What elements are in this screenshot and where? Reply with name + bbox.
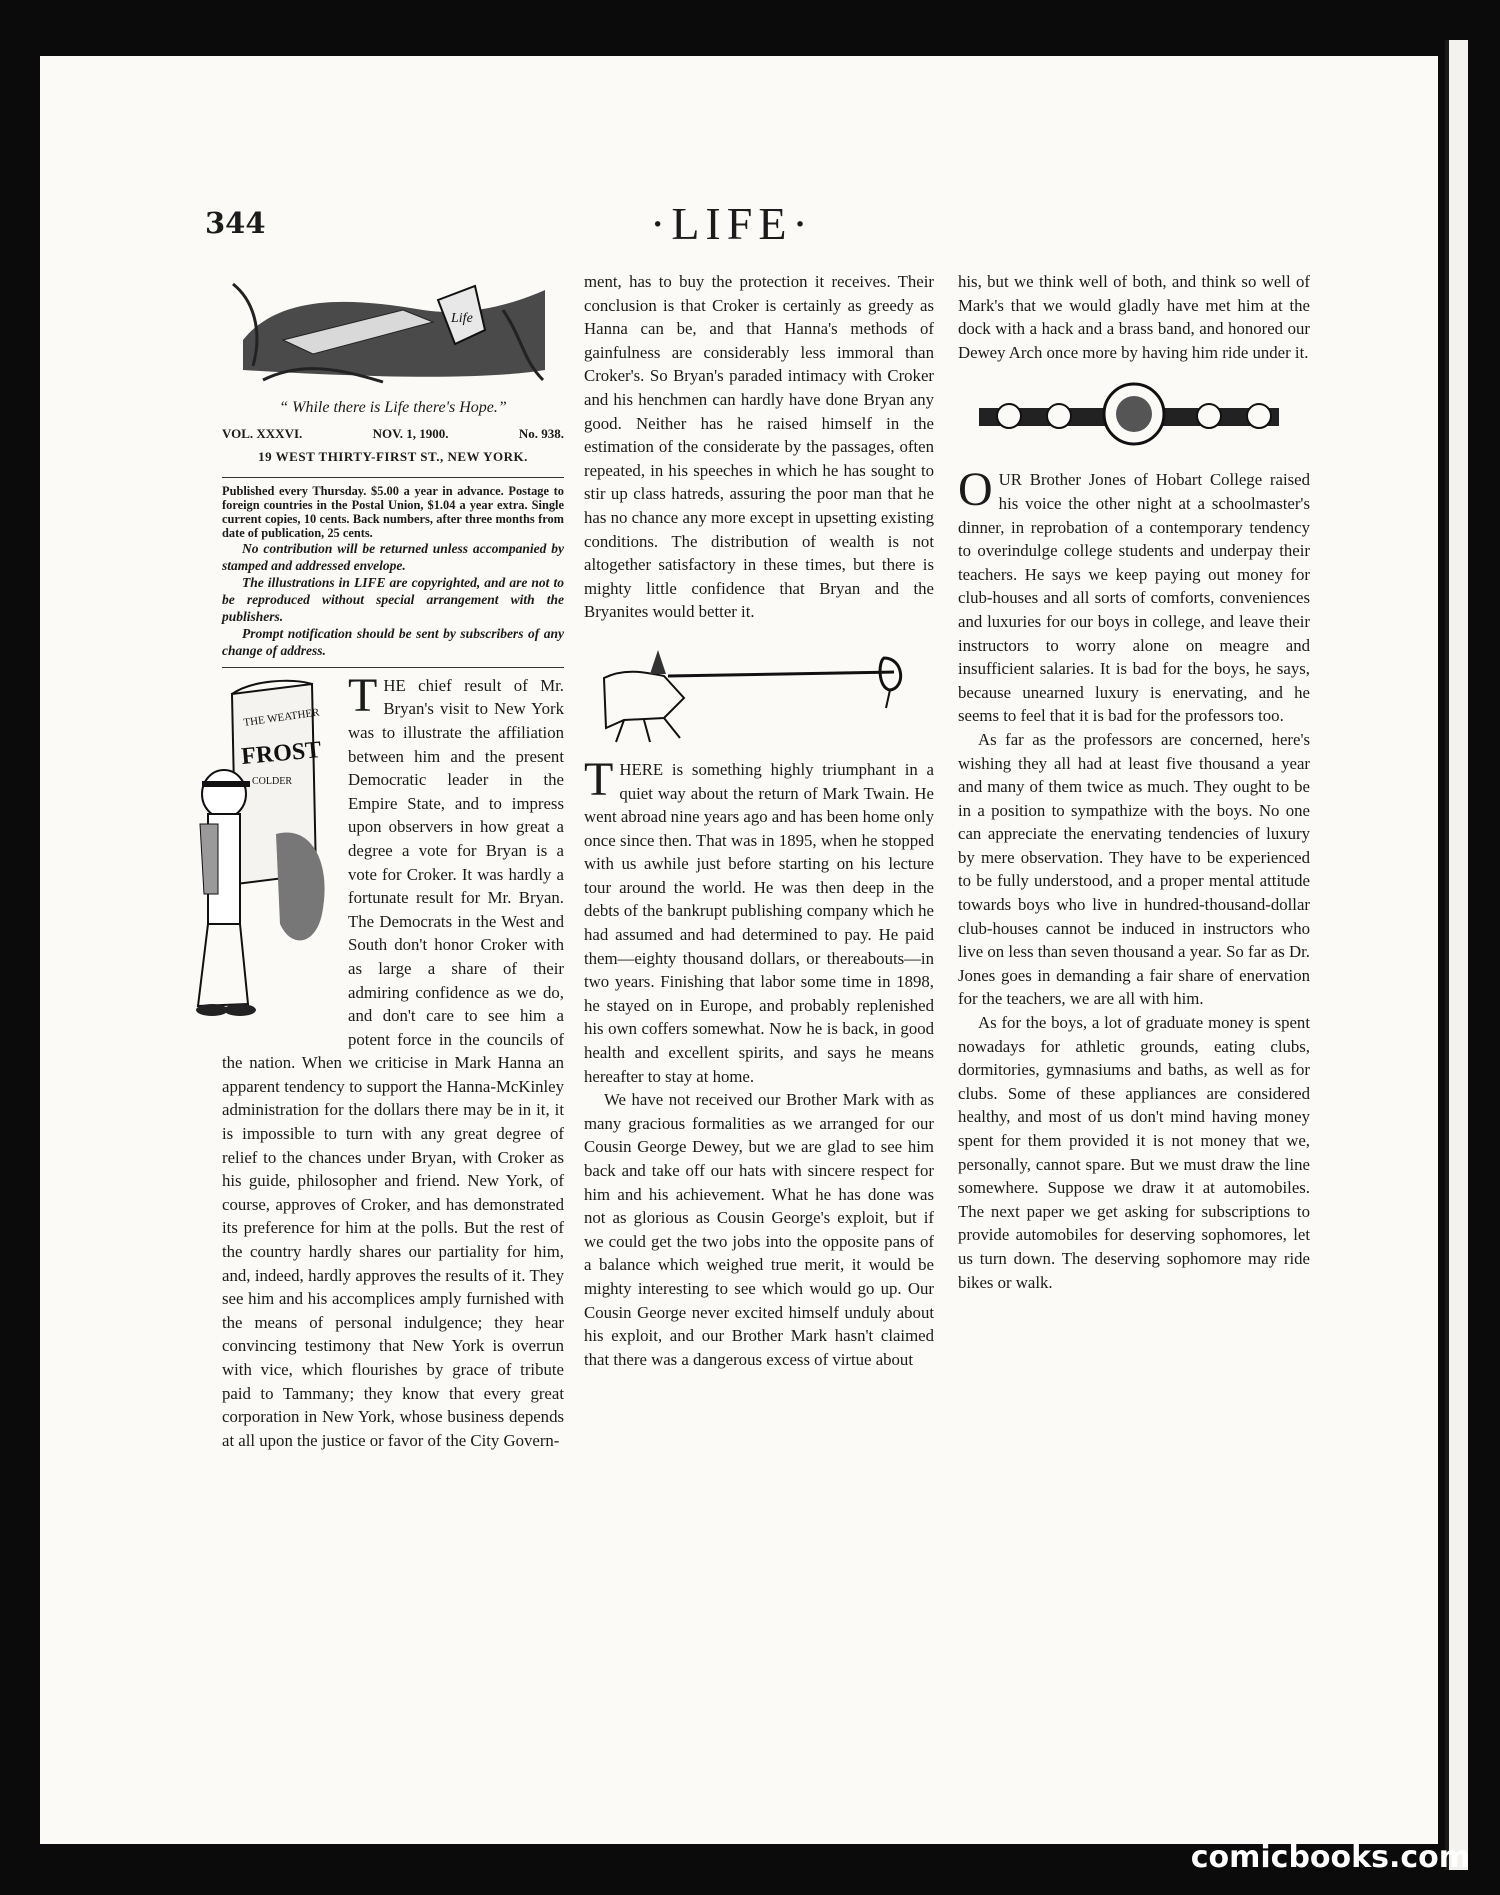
article-bryan-continued: ment, has to buy the protection it receives. Their conclusion is that Croker is certainly as greedy as Hanna can be, and that Hanna's methods of gainfulness are considerably less immoral than Croker's. So Bryan's paraded intimacy with Croker and his henchmen can hardly have done Bryan any good. Neither has he raised himself in the estimation of the considerate by the passages, often repeated, in his speeches in which he has sought to stir up class hatreds, assuring the poor man that he has no chance any more except in upsetting existing conditions. The distribution of wealth is not altogether satisfactory in these times, but there is mighty little confidence that Bryan and the Bryanites would better it.: [584, 272, 934, 622]
page-number: 344: [205, 206, 266, 240]
article-mark-twain: [584, 752, 934, 1088]
notice-address-change: Prompt notification should be sent by subscribers of any change of address.: [222, 625, 564, 658]
faces-banner-illustration: [969, 378, 1299, 458]
dropcap: T: [348, 668, 378, 722]
watermark: comicbooks.com: [1190, 1840, 1470, 1875]
notice-copyright: The illustrations in LIFE are copyrighted, and are not to be reproduced without special arrangement with the publishers.: [222, 574, 564, 624]
publisher-address: 19 WEST THIRTY-FIRST ST., NEW YORK.: [258, 449, 528, 465]
column-2: [584, 270, 934, 1371]
dropcap: T: [584, 752, 614, 806]
weather-sign-cartoon: [192, 674, 340, 1024]
magazine-title: ·LIFE·: [650, 198, 814, 249]
subscription-info: Published every Thursday. $5.00 a year in advance. Postage to foreign countries in the Postal Union, $1.04 a year extra. Single current copies, 10 cents. Back numbers, after three months from date of publication, 25 cents.: [222, 483, 564, 540]
sign-text-frost: FROST: [240, 736, 323, 770]
notice-contributions: No contribution will be returned unless accompanied by stamped and addressed envelope.: [222, 540, 564, 573]
column-3: [958, 270, 1310, 1294]
scan-border: [1468, 40, 1500, 1870]
article-hobart-college: [958, 463, 1310, 728]
dropcap: O: [958, 463, 993, 517]
column-1: [222, 270, 564, 1452]
sign-text-weather: THE WEATHER: [242, 706, 321, 729]
article-twain-continued: his, but we think well of both, and think so well of Mark's that we would gladly have met him at the dock with a hack and a brass band, and honored our Dewey Arch once more by having him ride under it.: [958, 272, 1310, 362]
svg-text:Life: Life: [451, 311, 473, 326]
divider: [222, 667, 564, 668]
article-hobart-para-2: As far as the professors are concerned, here's wishing they all had at least five thousand a year and many of them twice as much. They ought to be in a position to sympathize with the boys. No one can appreciate the enervating tendencies of luxury by mere observation. They have to be experienced to be fully understood, and a proper mental attitude towards boys who live in hundred-thousand-dollar club-houses cannot be induced in instructors who live on less than seven thousand a year. So far as Dr. Jones goes in demanding a fair share of enervation for the teachers, we are all with him.: [958, 729, 1310, 1009]
masthead-motto: “ While there is Life there's Hope.”: [279, 399, 507, 416]
article-twain-para-2: We have not received our Brother Mark with as many gracious formalities as we arranged for our Cousin George Dewey, but we are glad to see him back and take off our hats with sincere respect for him and his achievement. What he has done was not as glorious as Cousin George's exploit, but if we could get the two jobs into the opposite pans of a balance which weighed true merit, it would be mighty interesting to see which would go up. Our Cousin George never excited himself unduly about his exploit, and our Brother Mark hasn't claimed that there was a dangerous excess of virtue about: [584, 1090, 934, 1369]
knight-horse-illustration: [594, 638, 924, 748]
article-bryan-text: HE chief result of Mr. Bryan's visit to New York was to illustrate the affiliation between him and the present Democratic leader in the Empire State, and to impress upon observers in how great a degree a vote for Bryan is a vote for Croker. It was hardly a fortunate result for Mr. Bryan. The Democrats in the West and South don't honor Croker with as large a share of their admiring confidence as we do, and don't care to see him a potent force in the councils of the nation. When we criticise in Mark Hanna an apparent tendency to support the Hanna-McKinley administration for the dollars there may be in it, it is impossible to turn with any great degree of relief to the chances under Bryan, with Croker as his guide, philosopher and friend. New York, of course, approves of Croker, and has demonstrated its preference for him at the polls. But the rest of the country hardly shares our partiality for him, and, indeed, hardly approves the results of it. They see him and his accomplices amply furnished with the means of personal indulgence; they hear convincing testimony that New York is overrun with vice, which flourishes by grace of tribute paid to Tammany; they know that every great corporation in New York, whose business depends at all upon the justice or favor of the City Govern-: [222, 675, 564, 1450]
masthead-illustration: [223, 270, 563, 390]
article-twain-text: HERE is something highly triumphant in a quiet way about the return of Mark Twain. He went abroad nine years ago and has been home only once since then. That was in 1895, when he stopped with us awhile just before starting on his lecture tour around the world. He was then deep in the debts of the bankrupt publishing company which he had assumed and had determined to pay. He paid them—eighty thousand dollars, or thereabouts—in two years. Finishing that labor some time in 1898, he stayed on in Europe, and probably replenished his own coffers somewhat. Now he is back, in good health and excellent spirits, and says he means hereafter to stay at home.: [584, 759, 934, 1086]
article-hobart-text: UR Brother Jones of Hobart College raised his voice the other night at a schoolmaster's dinner, in reprobation of a contemporary tendency to overindulge college students and underpay their teachers. He says we keep paying out money for club-houses and all sorts of comforts, conveniences and luxuries for our boys in college, and leave their instructors to worry alone on meagre and insufficient salaries. It is bad for the boys, he says, because unearned luxury is enervating, and he seems to feel that it is bad for the professors too.: [958, 470, 1310, 726]
volume-line: [222, 422, 564, 446]
article-hobart-para-3: As for the boys, a lot of graduate money is spent nowadays for athletic grounds, eating clubs, dormitories, gymnasiums and baths, as well as for clubs. Some of these appliances are considered healthy, and most of us don't mind having money spent for them provided it is not money that we, personally, cannot spare. But we must draw the line somewhere. Suppose we draw it at automobiles. The next paper we get asking for subscriptions to provide automobiles for deserving sophomores, let us turn down. The deserving sophomore may ride bikes or walk.: [958, 1013, 1310, 1292]
divider: [222, 477, 564, 478]
issue-date: NOV. 1, 1900.: [372, 425, 449, 441]
volume: VOL. XXXVI.: [222, 425, 303, 441]
issue-number: No. 938.: [518, 425, 564, 441]
sign-text-colder: COLDER: [252, 775, 292, 787]
